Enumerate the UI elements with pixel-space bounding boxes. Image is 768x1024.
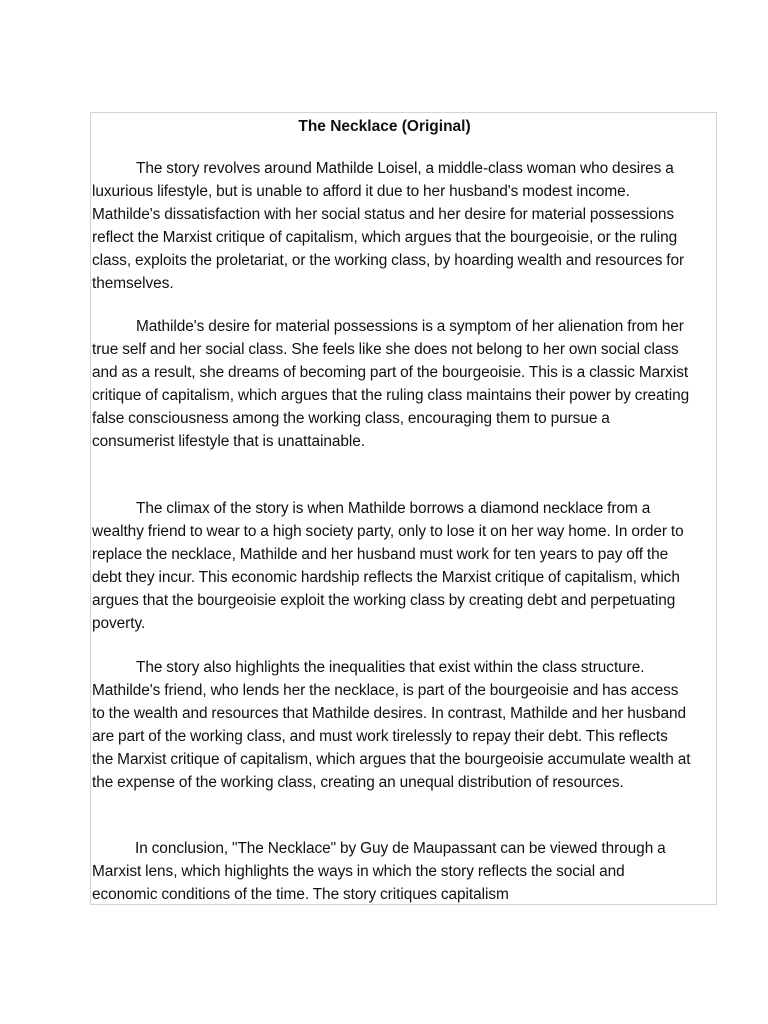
paragraph-3: The climax of the story is when Mathilde borrows a diamond necklace from a wealthy friend to wear to a high society party, only to lose it on her way home. In order to replace the necklace, Mathilde and her husband must work for ten years to pay off the debt they incur. This economic hardship reflects the Marxist critique of capitalism, which argues that the bourgeoisie exploit the working class by creating debt and perpetuating poverty.: [92, 500, 684, 633]
paragraph-5: In conclusion, "The Necklace" by Guy de Maupassant can be viewed through a Marxist lens, which highlights the ways in which the story reflects the social and economic conditions of the time. The story critiques capitalism: [92, 840, 666, 904]
paragraph-2: Mathilde's desire for material possessions is a symptom of her alienation from her true self and her social class. She feels like she does not belong to her own social class and as a result, she dreams of becoming part of the bourgeoisie. This is a classic Marxist critique of capitalism, which argues that the ruling class maintains their power by creating false consciousness among the working class, encouraging them to pursue a consumerist lifestyle that is unattainable.: [92, 318, 690, 451]
paragraph-1: The story revolves around Mathilde Loisel, a middle-class woman who desires a luxurious lifestyle, but is unable to afford it due to her husband's modest income. Mathilde's dissatisfaction with her social status and her desire for material possessions reflect the Marxist critique of capitalism, which argues that the bourgeoisie, or the ruling class, exploits the proletariat, or the working class, by hoarding wealth and resources for themselves.: [92, 160, 685, 293]
document-page: [90, 112, 717, 905]
paragraph-4: The story also highlights the inequalities that exist within the class structure. Mathilde's friend, who lends her the necklace, is part of the bourgeoisie and has access to the wealth and resources that Mathilde desires. In contrast, Mathilde and her husband are part of the working class, and must work tirelessly to repay their debt. This reflects the Marxist critique of capitalism, which argues that the bourgeoisie accumulate wealth at the expense of the working class, creating an unequal distribution of resources.: [92, 659, 691, 792]
document-title: The Necklace (Original): [298, 118, 471, 135]
